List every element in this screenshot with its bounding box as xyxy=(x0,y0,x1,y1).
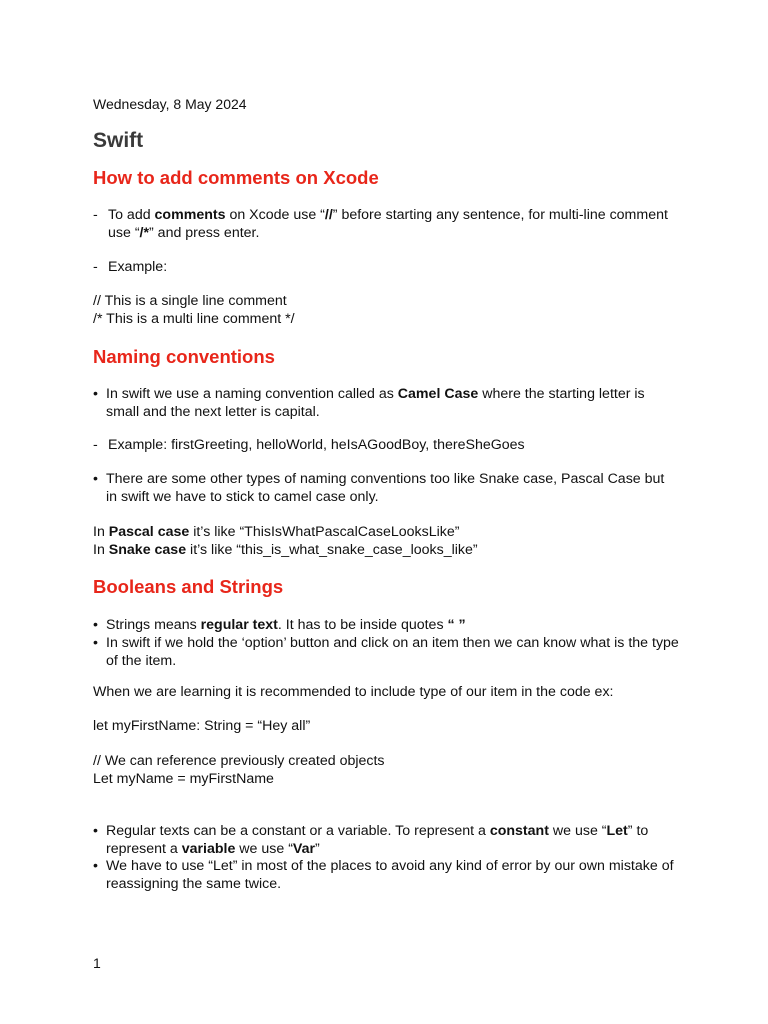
bold-text: Pascal case xyxy=(108,524,190,540)
text: . It has to be inside quotes xyxy=(277,617,448,633)
text: it’s like “this_is_what_snake_case_looks_like” xyxy=(186,542,478,558)
dash-marker: - xyxy=(93,437,98,453)
bold-text: Var xyxy=(292,840,316,857)
list-item-option-click xyxy=(93,635,693,670)
bold-text: regular text xyxy=(200,617,278,633)
list-item-other-conventions xyxy=(93,471,693,506)
bullet-marker: • xyxy=(93,858,98,874)
bold-text: “ ” xyxy=(447,617,466,633)
bullet-marker: • xyxy=(93,635,98,651)
list-item-strings xyxy=(93,617,693,635)
list-item-use-let xyxy=(93,858,693,893)
bold-text: // xyxy=(324,207,333,223)
document-date: Wednesday, 8 May 2024 xyxy=(93,96,247,112)
list-item-camel-case xyxy=(93,386,693,421)
heading-booleans-strings: Booleans and Strings xyxy=(93,576,284,597)
code-line-single-comment: // This is a single line comment xyxy=(93,293,287,309)
text: where the starting letter is small and the next letter is capital. xyxy=(106,386,645,420)
text: In swift we use a naming convention called as xyxy=(106,386,398,402)
snake-case-line xyxy=(93,542,478,560)
text: Regular texts can be a constant or a variable. To represent a xyxy=(106,823,490,839)
code-line-multi-comment: /* This is a multi line comment */ xyxy=(93,311,295,327)
list-item-add-comments xyxy=(93,207,693,242)
bold-text: comments xyxy=(154,207,226,223)
text: There are some other types of naming conventions too like Snake case, Pascal Case but in swift we have to stick to camel case only. xyxy=(106,471,665,505)
text: we use “ xyxy=(548,823,607,839)
text: we use “ xyxy=(235,840,293,857)
text: To add xyxy=(108,207,155,223)
text: ” and press enter. xyxy=(149,224,260,241)
document-title: Swift xyxy=(93,129,144,152)
paragraph-recommendation: When we are learning it is recommended to include type of our item in the code ex: xyxy=(93,684,614,700)
list-item-naming-example xyxy=(93,437,693,455)
bold-text: Let xyxy=(606,823,628,839)
dash-marker: - xyxy=(93,259,98,275)
text: ” xyxy=(315,840,320,857)
text: Strings means xyxy=(106,617,201,633)
heading-comments: How to add comments on Xcode xyxy=(93,167,379,188)
bold-text: Snake case xyxy=(108,542,187,558)
bold-text: Camel Case xyxy=(397,386,479,402)
text: ” before starting any sentence, for multi-line comment use “ xyxy=(108,207,668,241)
dash-marker: - xyxy=(93,207,98,223)
page-number: 1 xyxy=(93,955,101,971)
text: it’s like “ThisIsWhatPascalCaseLooksLike” xyxy=(189,524,460,540)
list-item-constant-variable xyxy=(93,823,693,858)
code-line-let-my-name: Let myName = myFirstName xyxy=(93,771,274,787)
bold-text: constant xyxy=(489,823,549,839)
code-comment-reference: // We can reference previously created objects xyxy=(93,753,385,769)
pascal-case-line xyxy=(93,524,459,542)
text: on Xcode use “ xyxy=(225,207,325,223)
text: In xyxy=(93,542,109,558)
example-text: Example: firstGreeting, helloWorld, heIsAGoodBoy, thereSheGoes xyxy=(108,437,525,453)
heading-naming-conventions: Naming conventions xyxy=(93,346,275,367)
bullet-marker: • xyxy=(93,386,98,402)
text: In xyxy=(93,524,109,540)
text: We have to use “Let” in most of the places to avoid any kind of error by our own mistake of reassigning the same twice. xyxy=(106,858,674,892)
bold-text: /* xyxy=(139,224,150,241)
text: ” to represent a xyxy=(106,823,649,857)
text: In swift if we hold the ‘option’ button and click on an item then we can know what is the type of the item. xyxy=(106,635,679,669)
bold-text: variable xyxy=(181,840,236,857)
bullet-marker: • xyxy=(93,823,98,839)
example-label: Example: xyxy=(108,259,168,275)
bullet-marker: • xyxy=(93,471,98,487)
bullet-marker: • xyxy=(93,617,98,633)
code-line-let-first-name: let myFirstName: String = “Hey all” xyxy=(93,718,311,734)
list-item-example xyxy=(93,259,693,277)
